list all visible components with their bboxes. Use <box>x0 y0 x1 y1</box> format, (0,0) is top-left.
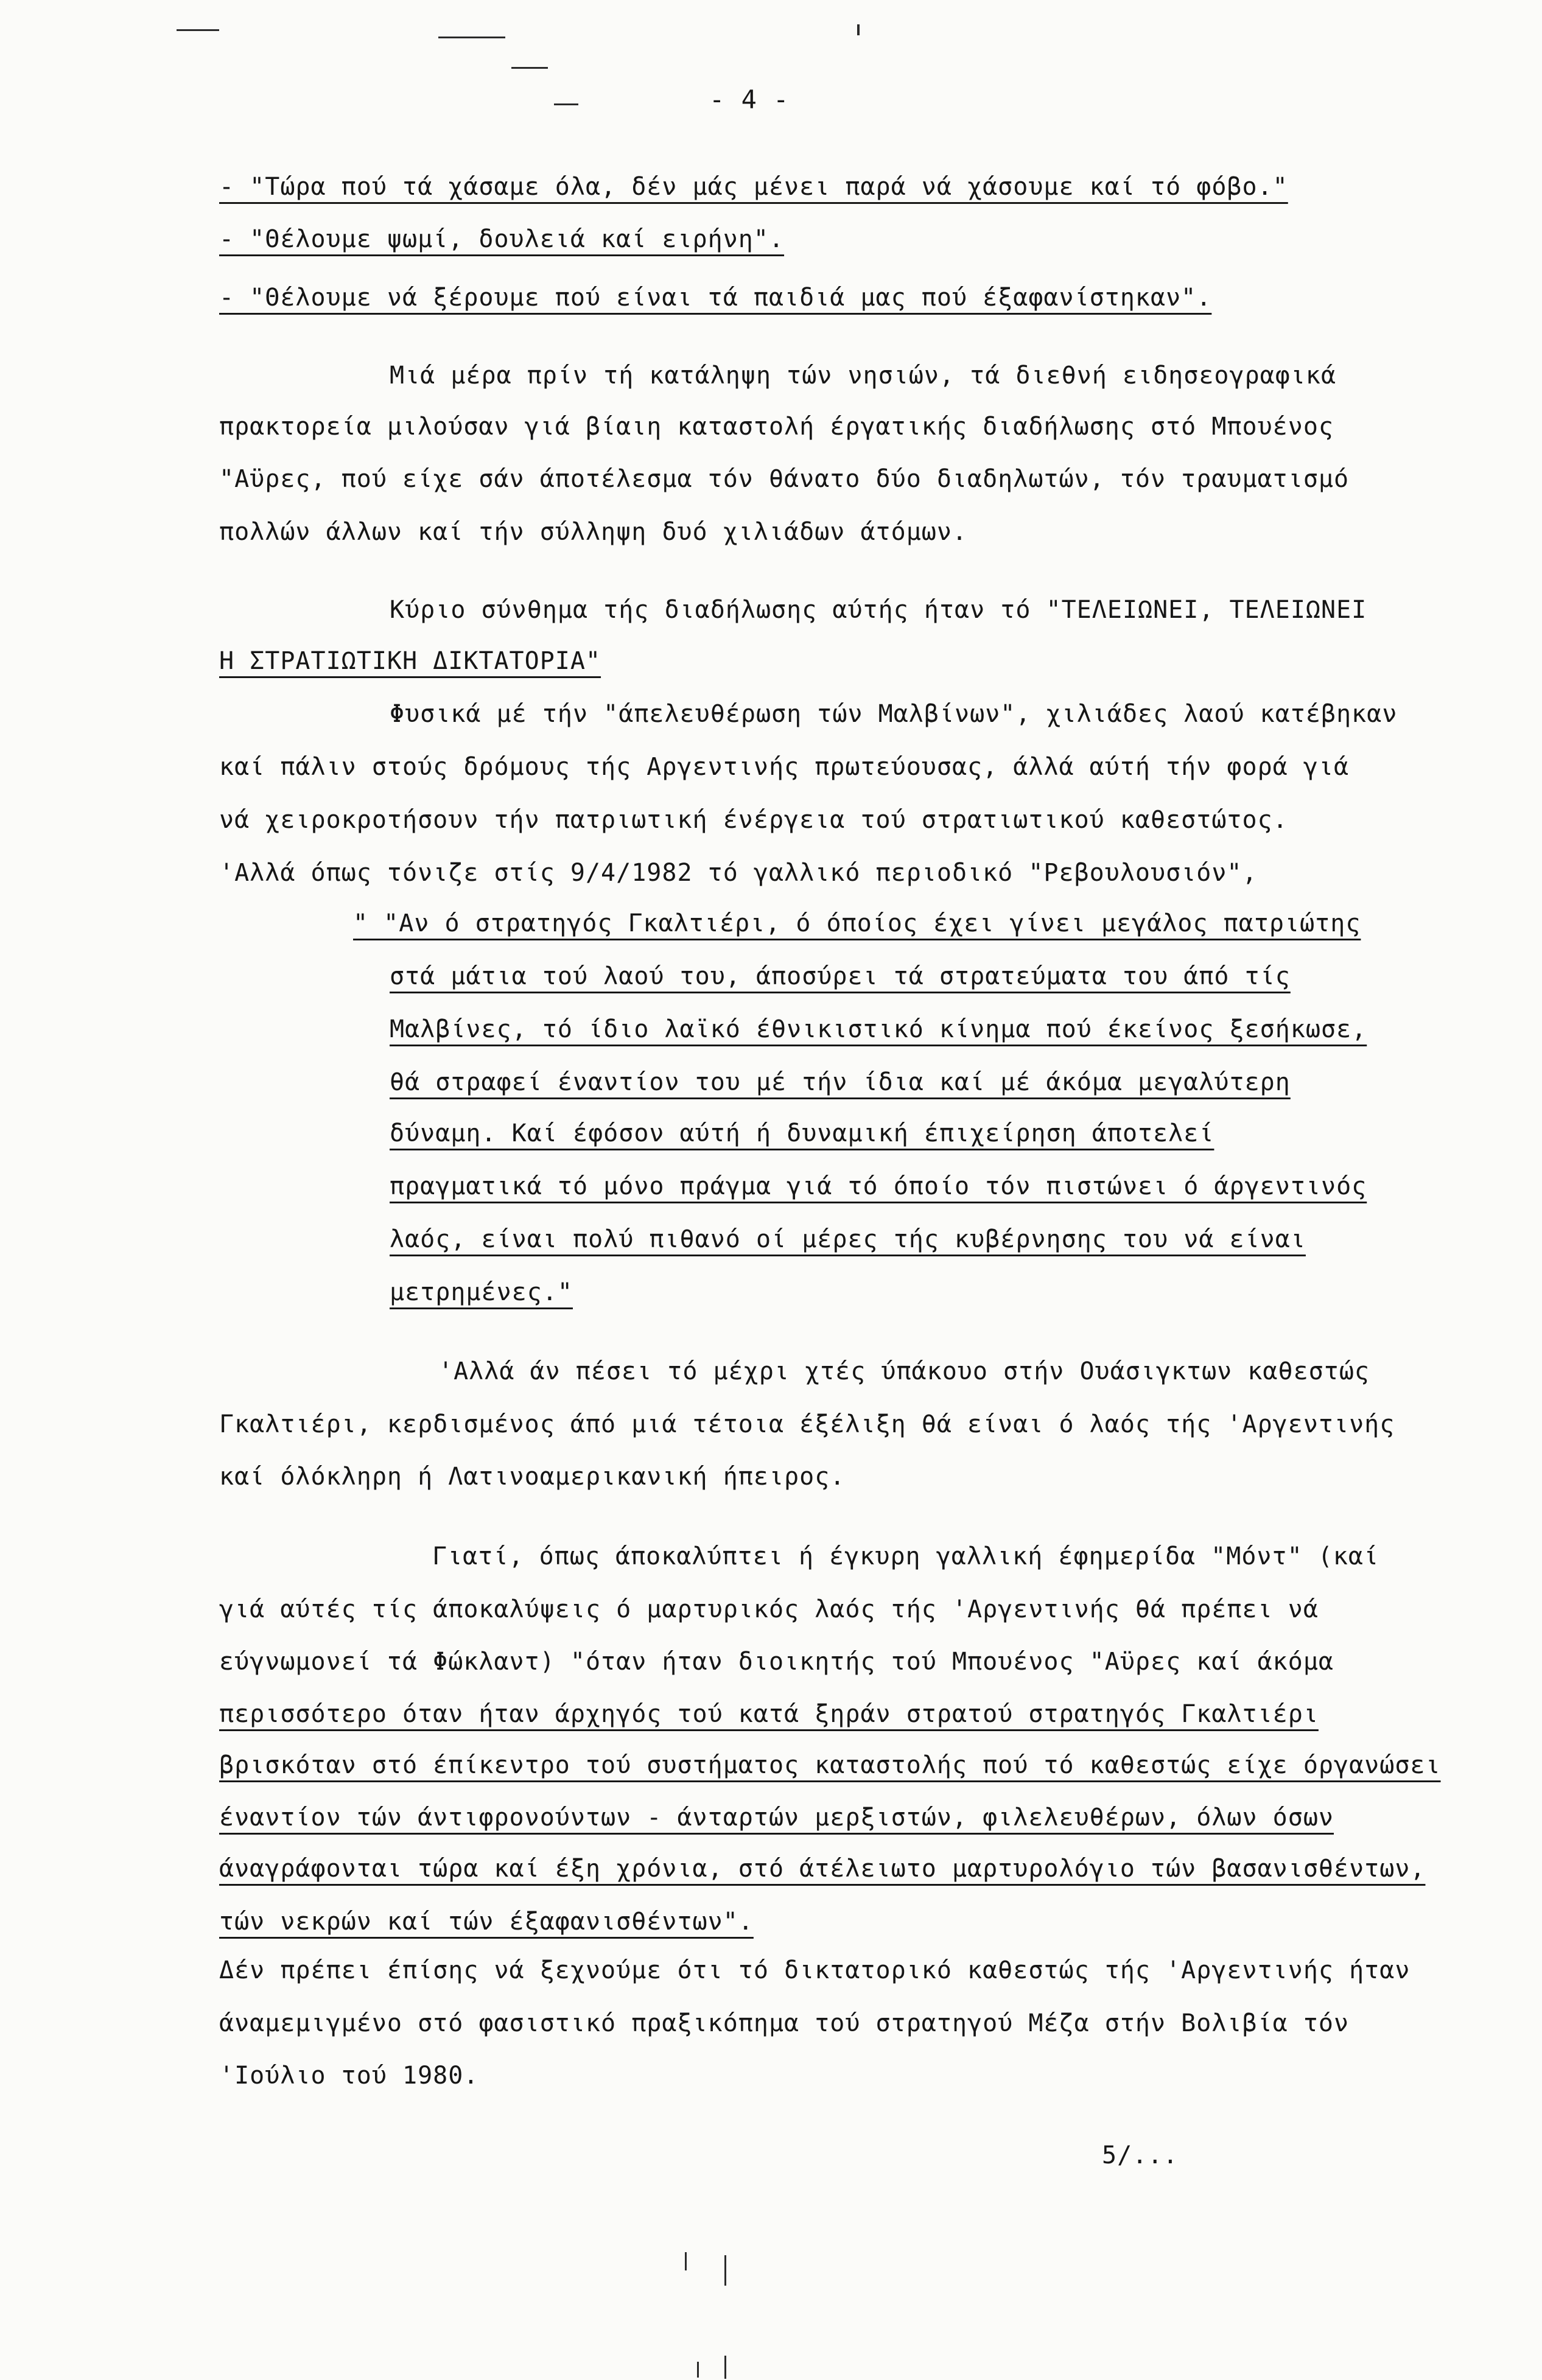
quote-line: δύναμη. Καί έφόσον αύτή ή δυναμική έπιχείρηση άποτελεί <box>390 1119 1214 1147</box>
quote-line: λαός, είναι πολύ πιθανό οί μέρες τής κυβέρνησης του νά είναι <box>390 1225 1306 1253</box>
slogan-line: - "Τώρα πού τά χάσαμε όλα, δέν μάς μένει παρά νά χάσουμε καί τό φόβο." <box>219 173 1288 201</box>
scan-mark <box>857 24 860 35</box>
paragraph-line: άναγράφονται τώρα καί έξη χρόνια, στό άτέλειωτο μαρτυρολόγιο τών βασανισθέντων, <box>219 1855 1426 1883</box>
paragraph-line: Κύριο σύνθημα τής διαδήλωσης αύτής ήταν τό "ΤΕΛΕΙΩΝΕΙ, ΤΕΛΕΙΩΝΕΙ <box>390 596 1367 624</box>
quote-line: θά στραφεί έναντίον του μέ τήν ίδια καί μέ άκόμα μεγαλύτερη <box>390 1068 1291 1096</box>
scan-mark <box>554 103 578 105</box>
paragraph-line: καί πάλιν στούς δρόμους τής Αργεντινής πρωτεύουσας, άλλά αύτή τήν φορά γιά <box>219 753 1350 781</box>
paragraph-line: Φυσικά μέ τήν "άπελευθέρωση τών Μαλβίνων", χιλιάδες λαού κατέβηκαν <box>390 700 1398 728</box>
quote-line: στά μάτια τού λαού του, άποσύρει τά στρατεύματα του άπό τίς <box>390 962 1291 990</box>
paragraph-line: βρισκόταν στό έπίκεντρο τού συστήματος καταστολής πού τό καθεστώς είχε όργανώσει <box>219 1751 1441 1779</box>
paragraph-line: Η ΣΤΡΑΤΙΩΤΙΚΗ ΔΙΚΤΑΤΟΡΙΑ" <box>219 647 601 675</box>
paragraph-line: πολλών άλλων καί τήν σύλληψη δυό χιλιάδων άτόμων. <box>219 518 968 546</box>
paragraph-line: Γκαλτιέρι, κερδισμένος άπό μιά τέτοια έξέλιξη θά είναι ό λαός τής 'Αργεντινής <box>219 1410 1395 1438</box>
scan-mark <box>177 29 219 31</box>
paragraph-line: εύγνωμονεί τά Φώκλαντ) "όταν ήταν διοικητής τού Μπουένος "Αϋρες καί άκόμα <box>219 1648 1334 1676</box>
scan-mark <box>685 2252 687 2270</box>
paragraph-line: άναμεμιγμένο στό φασιστικό πραξικόπημα τού στρατηγού Μέζα στήν Βολιβία τόν <box>219 2009 1350 2037</box>
paragraph-line: Μιά μέρα πρίν τή κατάληψη τών νησιών, τά διεθνή ειδησεογραφικά <box>390 362 1337 390</box>
page-number: - 4 - <box>709 85 790 114</box>
paragraph-line: 'Αλλά όπως τόνιζε στίς 9/4/1982 τό γαλλικό περιοδικό "Ρεβουλουσιόν", <box>219 859 1258 887</box>
scan-mark <box>724 2255 726 2286</box>
paragraph-line: νά χειροκροτήσουν τήν πατριωτική ένέργεια τού στρατιωτικού καθεστώτος. <box>219 806 1288 834</box>
slogan-line: - "Θέλουμε ψωμί, δουλειά καί ειρήνη". <box>219 225 785 253</box>
slogan-line: - "Θέλουμε νά ξέρουμε πού είναι τά παιδιά μας πού έξαφανίστηκαν". <box>219 284 1212 312</box>
paragraph-line: Δέν πρέπει έπίσης νά ξεχνούμε ότι τό δικτατορικό καθεστώς τής 'Αργεντινής ήταν <box>219 1956 1411 1984</box>
scan-mark <box>438 37 505 38</box>
scan-mark <box>724 2356 726 2379</box>
scan-mark <box>697 2362 699 2378</box>
quote-line: πραγματικά τό μόνο πράγμα γιά τό όποίο τόν πιστώνει ό άργεντινός <box>390 1172 1367 1200</box>
paragraph-line: τών νεκρών καί τών έξαφανισθέντων". <box>219 1908 754 1936</box>
paragraph-line: 'Ιούλιο τού 1980. <box>219 2062 479 2090</box>
paragraph-line: πρακτορεία μιλούσαν γιά βίαιη καταστολή έργατικής διαδήλωσης στό Μπουένος <box>219 413 1334 441</box>
continuation-marker: 5/... <box>1102 2141 1179 2169</box>
paragraph-line: "Αϋρες, πού είχε σάν άποτέλεσμα τόν θάνατο δύο διαδηλωτών, τόν τραυματισμό <box>219 465 1350 493</box>
paragraph-line: Γιατί, όπως άποκαλύπτει ή έγκυρη γαλλική έφημερίδα "Μόντ" (καί <box>432 1542 1379 1570</box>
scan-mark <box>511 67 548 69</box>
quote-line: " "Αν ό στρατηγός Γκαλτιέρι, ό όποίος έχει γίνει μεγάλος πατριώτης <box>353 909 1361 937</box>
paragraph-line: έναντίον τών άντιφρονούντων - άνταρτών μερξιστών, φιλελευθέρων, όλων όσων <box>219 1804 1334 1832</box>
paragraph-line: περισσότερο όταν ήταν άρχηγός τού κατά ξηράν στρατού στρατηγός Γκαλτιέρι <box>219 1700 1319 1728</box>
paragraph-line: καί όλόκληρη ή Λατινοαμερικανική ήπειρος. <box>219 1463 846 1491</box>
paragraph-line: 'Αλλά άν πέσει τό μέχρι χτές ύπάκουο στήν Ουάσιγκτων καθεστώς <box>438 1357 1370 1385</box>
quote-line: μετρημένες." <box>390 1278 573 1306</box>
quote-line: Μαλβίνες, τό ίδιο λαϊκό έθνικιστικό κίνημα πού έκείνος ξεσήκωσε, <box>390 1015 1367 1043</box>
paragraph-line: γιά αύτές τίς άποκαλύψεις ό μαρτυρικός λαός τής 'Αργεντινής θά πρέπει νά <box>219 1595 1319 1623</box>
